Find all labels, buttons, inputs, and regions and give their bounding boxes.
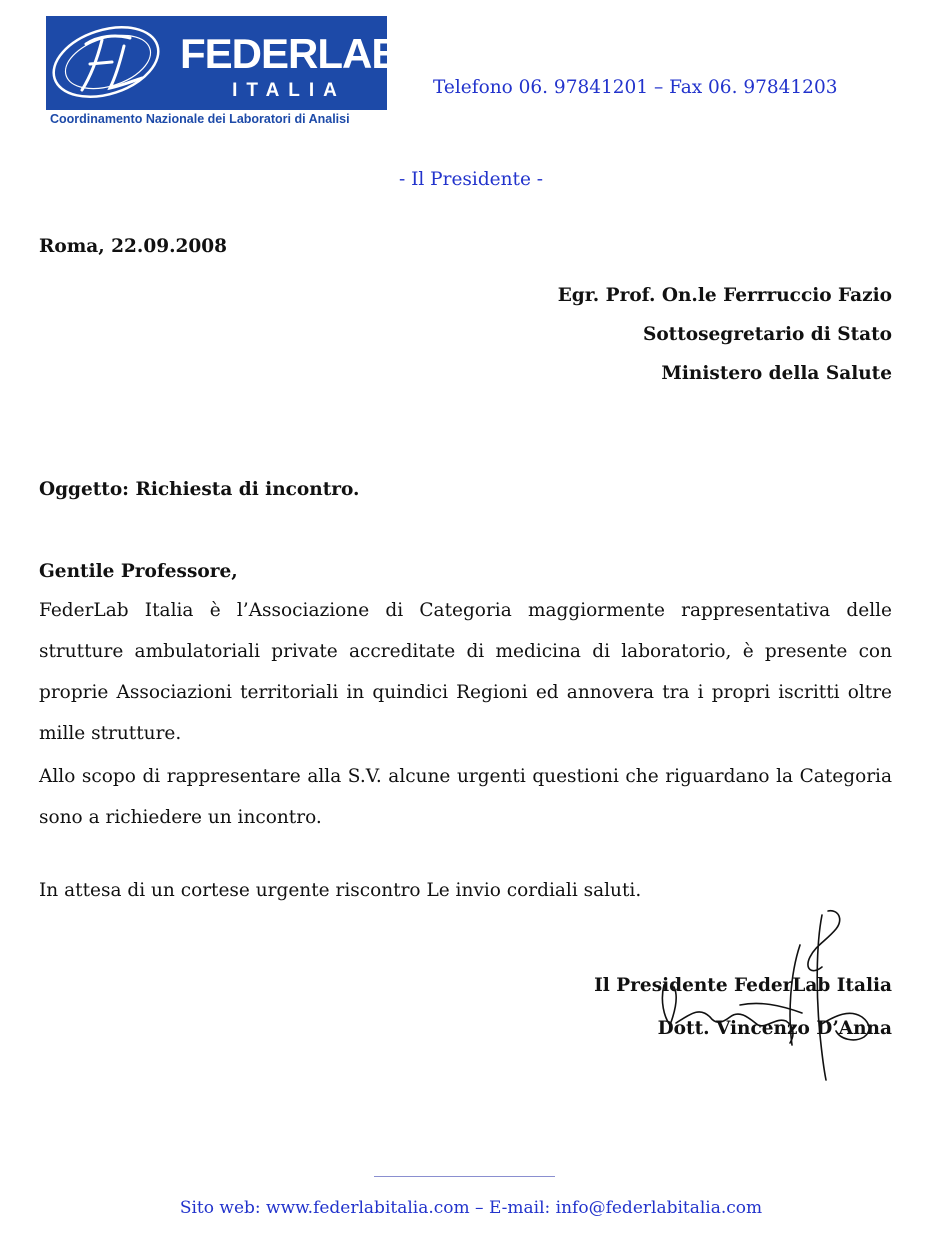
footer-divider (374, 1176, 555, 1177)
footer-contact: Sito web: www.federlabitalia.com – E-mail: info@federlabitalia.com (179, 1198, 763, 1218)
body-paragraph: FederLab Italia è l’Associazione di Categoria maggiormente rappresentativa delle strutture ambulatoriali private accreditate di medicina di laboratorio, è presente con proprie Associazioni territoriali in quindici Regioni ed annovera tra i propri iscritti oltre mille strutture. (39, 600, 892, 744)
recipient-line: Sottosegretario di Stato (642, 324, 892, 345)
signer-name: Dott. Vincenzo D’Anna (657, 1018, 892, 1039)
recipient-block (558, 276, 892, 393)
closing-line: In attesa di un cortese urgente riscontro Le invio cordiali saluti. (39, 880, 642, 901)
subject-line: Oggetto: Richiesta di incontro. (39, 479, 360, 500)
body-paragraph: Allo scopo di rappresentare alla S.V. alcune urgenti questioni che riguardano la Categoria sono a richiedere un incontro. (39, 766, 892, 828)
logo-subtitle: ITALIA (232, 80, 346, 101)
federlab-logo (46, 16, 401, 110)
fl-monogram-icon (46, 16, 180, 110)
logo-wordmark: FEDERLAB (180, 30, 401, 77)
salutation: Gentile Professore, (39, 561, 238, 582)
header-contact: Telefono 06. 97841201 – Fax 06. 97841203 (433, 77, 838, 98)
recipient-line: Ministero della Salute (661, 363, 892, 384)
recipient-line: Egr. Prof. On.le Ferrruccio Fazio (557, 285, 892, 306)
signer-title: Il Presidente FederLab Italia (594, 975, 892, 996)
logo-tagline: Coordinamento Nazionale dei Laboratori di Analisi (50, 112, 350, 126)
signer-block (594, 964, 892, 1050)
letter-date: Roma, 22.09.2008 (39, 236, 228, 257)
president-title: - Il Presidente - (398, 169, 544, 190)
